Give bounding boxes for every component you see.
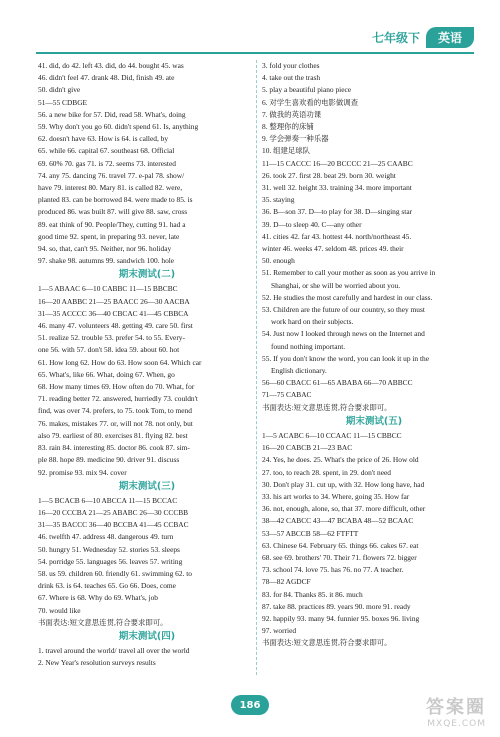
answer-line: 1—5 ABAAC 6—10 CABBC 11—15 BBCBC: [38, 284, 178, 294]
answer-line: find, was over 74. prefers, to 75. took Tom, to mend: [38, 406, 192, 416]
answer-line: have 79. interest 80. Mary 81. is called 82. were,: [38, 183, 183, 193]
answer-line: 46. many 47. volunteers 48. getting 49. care 50. first: [38, 321, 193, 331]
answer-line: 41. cities 42. far 43. hottest 44. north/northeast 45.: [262, 231, 412, 241]
answer-line: 5. play a beautiful piano piece: [262, 85, 352, 95]
answer-line: 52. He studies the most carefully and hardest in our class.: [262, 292, 433, 302]
answer-line: 36. not, enough, alone, so, that 37. more difficult, other: [262, 504, 426, 514]
answer-line: 92. promise 93. mix 94. cover: [38, 467, 127, 477]
answer-line: 62. doesn't have 63. How is 64. is called, by: [38, 134, 169, 144]
answer-line: 书面表达:短文意思连贯,符合要求即可。: [262, 402, 392, 412]
answer-line: 51. realize 52. trouble 53. prefer 54. to 55. Every-: [38, 333, 185, 343]
answer-line: 70. would like: [38, 605, 81, 615]
answer-line: 33. his art works to 34. Where, going 35. How far: [262, 491, 410, 501]
answer-line: 55. If you don't know the word, you can look it up in the: [262, 353, 429, 363]
answer-line: 61. How long 62. How do 63. How soon 64. Which car: [38, 357, 202, 367]
section-title: 期末测试(二): [118, 269, 176, 281]
answer-line: 3. fold your clothes: [262, 61, 320, 70]
right-answer-column: [262, 60, 486, 650]
answer-line: Shanghai, or she will be worried about you.: [271, 280, 401, 290]
answer-line: 1—5 BCACB 6—10 ABCCA 11—15 BCCAC: [38, 495, 178, 505]
answer-line: 39. D—to sleep 40. C—any other: [262, 219, 362, 229]
answer-line: also 79. earliest of 80. exercises 81. flying 82. best: [38, 430, 188, 440]
answer-line: work hard on their subjects.: [271, 317, 354, 327]
answer-line: 26. took 27. first 28. beat 29. born 30. weight: [262, 170, 396, 180]
answer-line: 2. New Year's resolution surveys results: [38, 658, 156, 668]
answer-line: 50. didn't give: [38, 85, 81, 95]
answer-line: 36. B—son 37. D—to play for 38. D—singing star: [262, 207, 413, 217]
answer-line: 书面表达:短文意思连贯,符合要求即可。: [262, 638, 392, 648]
answer-line: 31—35 BACCC 36—40 BCCBA 41—45 CCBAC: [38, 520, 189, 530]
page-number: 186: [231, 695, 269, 715]
column-divider: [256, 60, 257, 675]
answer-line: 书面表达:短文意思连贯,符合要求即可。: [38, 617, 168, 627]
answer-line: 83. for 84. Thanks 85. it 86. much: [262, 589, 363, 599]
answer-line: 68. How many times 69. How often do 70. What, for: [38, 382, 195, 392]
answer-line: 74. any 75. dancing 76. travel 77. e-pal 78. show/: [38, 170, 185, 180]
answer-line: 31—35 ACCCC 36—40 CBCAC 41—45 CBBCA: [38, 308, 189, 318]
answer-line: 76. makes, mistakes 77. or, will not 78. not only, but: [38, 418, 193, 428]
watermark-logo: [426, 693, 486, 729]
answer-line: 87. take 88. practices 89. years 90. more 91. ready: [262, 601, 411, 611]
answer-line: 41. did, do 42. left 43. did, do 44. bought 45. was: [38, 61, 184, 70]
answer-line: 31. well 32. height 33. training 34. more important: [262, 183, 412, 193]
section-title: 期末测试(四): [118, 630, 176, 642]
answer-line: 1. travel around the world/ travel all over the world: [38, 645, 190, 655]
answer-line: 16—20 CCCBA 21—25 ABABC 26—30 CCCBB: [38, 507, 189, 517]
answer-line: 11—15 CACCC 16—20 BCCCC 21—25 CAABC: [262, 158, 413, 168]
answer-line: 51. Remember to call your mother as soon as you arrive in: [262, 268, 436, 278]
answer-line: good time 92. spent, in preparing 93. never, late: [38, 231, 180, 241]
answer-line: 58. us 59. children 60. friendly 61. swimming 62. to: [38, 568, 192, 578]
answer-line: 1—5 ACABC 6—10 CCAAC 11—15 CBBCC: [262, 430, 402, 440]
answer-line: 53. Children are the future of our country, so they must: [262, 305, 425, 315]
answer-line: 46. didn't feel 47. drank 48. Did, finish 49. ate: [38, 73, 175, 83]
left-answer-column: [38, 60, 256, 669]
answer-line: 71. reading better 72. answered, hurriedly 73. couldn't: [38, 394, 198, 404]
answer-line: 71—75 CABAC: [262, 390, 312, 400]
answer-line: 97. worried: [262, 626, 297, 636]
answer-line: 68. see 69. brothers' 70. Their 71. flowers 72. bigger: [262, 552, 417, 562]
answer-line: 30. Don't play 31. cut up, with 32. How long have, had: [262, 479, 425, 489]
answer-line: 16—20 CABCB 21—23 BAC: [262, 443, 353, 453]
answer-line: 83. rain 84. interesting 85. doctor 86. cook 87. sim-: [38, 443, 190, 453]
answer-line: planted 83. can be borrowed 84. were made to 85. is: [38, 195, 193, 205]
grade-label: 七年级下: [371, 30, 420, 45]
page-header: [372, 24, 474, 50]
answer-line: 8. 整理你的床铺: [262, 122, 314, 132]
answer-line: 65. while 66. capital 67. southeast 68. Official: [38, 146, 175, 156]
answer-line: 4. take out the trash: [262, 73, 321, 83]
answer-line: 56—60 CBACC 61—65 ABABA 66—70 ABBCC: [262, 378, 413, 388]
answer-line: 46. twelfth 47. address 48. dangerous 49. turn: [38, 532, 174, 542]
watermark-url: MXQE.COM: [427, 719, 486, 729]
answer-line: produced 86. was built 87. will give 88. saw, cross: [38, 207, 188, 217]
answer-line: 38—42 CABCC 43—47 BCABA 48—52 BCAAC: [262, 516, 414, 526]
answer-line: 67. Where is 68. Why do 69. What's, job: [38, 593, 158, 603]
answer-line: 24. Yes, he does. 25. What's the price of 26. How old: [262, 455, 419, 465]
answer-line: one 56. with 57. don't 58. idea 59. about 60. hot: [38, 345, 180, 355]
answer-line: 69. 60% 70. gas 71. is 72. seems 73. interested: [38, 158, 176, 168]
answer-line: 50. hungry 51. Wednesday 52. stories 53. sleeps: [38, 544, 180, 554]
answer-line: 7. 做我的英语功课: [262, 109, 322, 119]
answer-line: 56. a new bike for 57. Did, read 58. What's, doing: [38, 109, 186, 119]
answer-line: ple 88. hope 89. medicine 90. driver 91. discuss: [38, 455, 180, 465]
answer-line: drink 63. is 64. teaches 65. Go 66. Does, come: [38, 581, 176, 591]
answer-line: winter 46. weeks 47. seldom 48. prices 49. their: [262, 244, 404, 254]
answer-line: 54. porridge 55. languages 56. leaves 57. writing: [38, 556, 183, 566]
answer-line: 50. enough: [262, 256, 295, 266]
answer-line: 6. 对学生喜欢看的电影做调查: [262, 97, 359, 107]
answer-line: 53—57 ABCCB 58—62 FTFTT: [262, 528, 359, 538]
section-title: 期末测试(三): [118, 480, 176, 492]
answer-line: 16—20 AABBC 21—25 BAACC 26—30 AACBA: [38, 296, 190, 306]
section-title: 期末测试(五): [345, 415, 403, 427]
answer-line: 94. so, that, can't 95. Neither, nor 96. holiday: [38, 244, 172, 254]
answer-line: 27. too, to reach 28. spent, in 29. don't need: [262, 467, 392, 477]
answer-line: English dictionary.: [271, 366, 327, 376]
answer-line: 51—55 CDBGE: [38, 97, 88, 107]
answer-line: 35. staying: [262, 195, 295, 205]
answer-line: 9. 学会弹奏一种乐器: [262, 134, 329, 144]
answer-line: 73. school 74. love 75. has 76. no 77. A teacher.: [262, 565, 404, 575]
answer-line: 65. What's, like 66. What, doing 67. When, go: [38, 369, 175, 379]
answer-line: 89. eat think of 90. People/They, cutting 91. had a: [38, 219, 186, 229]
header-rule: [36, 52, 474, 54]
watermark-text: 答案圈: [426, 697, 486, 718]
answer-line: 63. Chinese 64. February 65. things 66. cakes 67. eat: [262, 540, 419, 550]
answer-line: 92. happily 93. many 94. funnier 95. boxes 96. living: [262, 613, 420, 623]
subject-badge: 英语: [426, 27, 474, 48]
answer-line: 54. Just now I looked through news on the Internet and: [262, 329, 425, 339]
answer-line: 78—82 AGDCF: [262, 577, 311, 587]
answer-line: 10. 组建足球队: [262, 146, 311, 156]
answer-line: 97. shake 98. autumns 99. sandwich 100. hole: [38, 256, 175, 266]
answer-line: found nothing important.: [271, 341, 346, 351]
answer-line: 59. Why don't you go 60. didn't spend 61. Is, anything: [38, 122, 199, 132]
